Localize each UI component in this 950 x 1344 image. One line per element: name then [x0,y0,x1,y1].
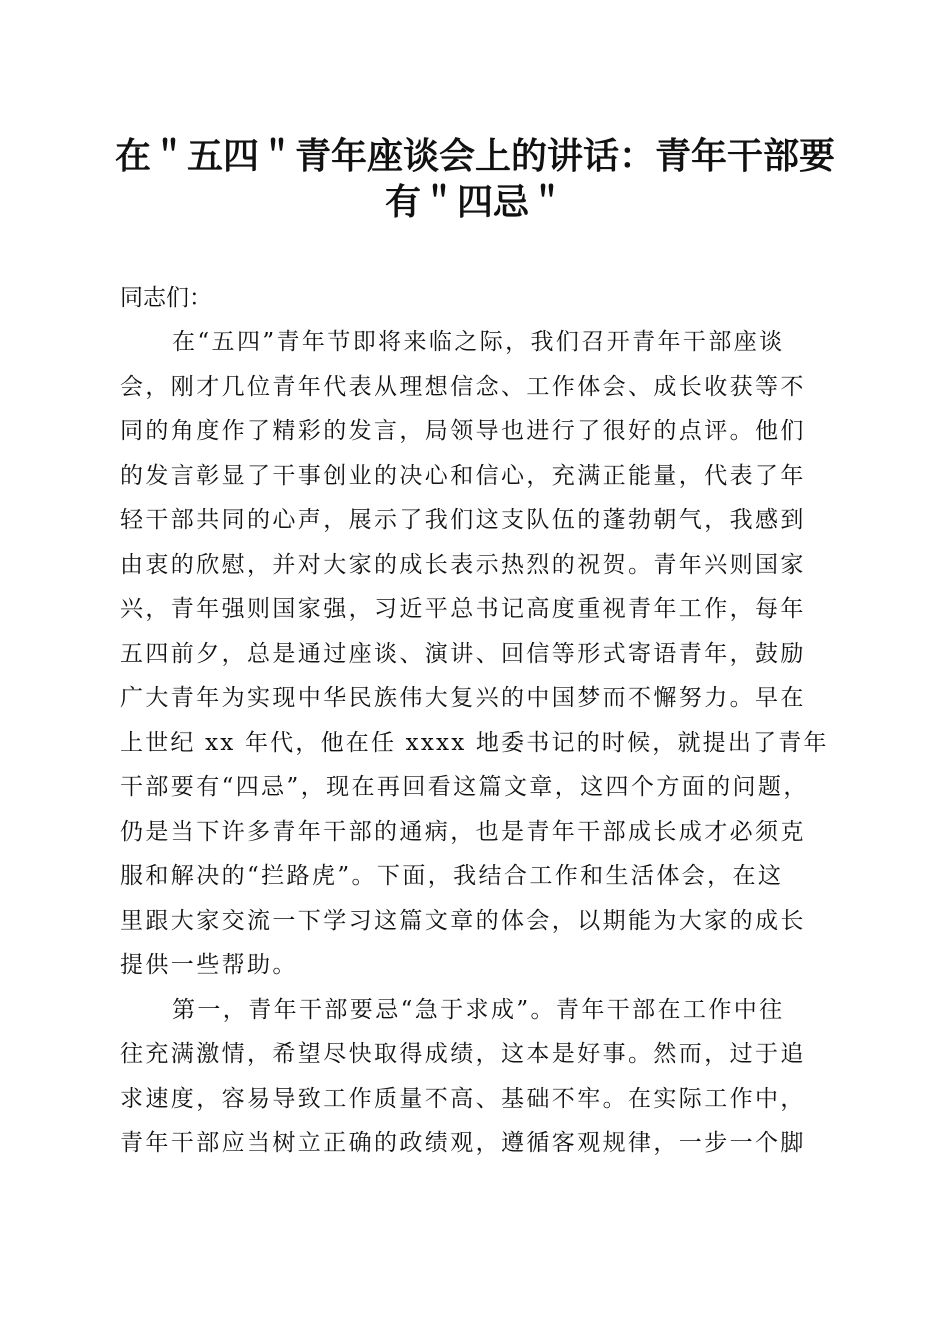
paragraph-line: 青年干部应当树立正确的政绩观，遵循客观规律，一步一个脚 [120,1130,806,1156]
paragraph-line: 同的角度作了精彩的发言，局领导也进行了很好的点评。他们 [120,418,806,444]
paragraph-intro [120,320,830,988]
document-title [110,134,840,226]
title-line-2: 有＂四忌＂ [384,182,565,223]
title-line-1: 在＂五四＂青年座谈会上的讲话：青年干部要 [114,136,835,177]
paragraph-line: 的发言彰显了干事创业的决心和信心，充满正能量，代表了年 [120,462,806,489]
paragraph-line: 由衷的欣慰，并对大家的成长表示热烈的祝贺。青年兴则国家 [120,551,806,578]
paragraph-line: 第一，青年干部要忌“急于求成”。青年干部在工作中往 [172,996,785,1023]
paragraph-line: 会，刚才几位青年代表从理想信念、工作体会、成长收获等不 [120,373,806,400]
paragraph-line: 在“五四”青年节即将来临之际，我们召开青年干部座谈 [172,329,785,355]
paragraph-first-point [120,988,830,1166]
paragraph-line: 兴，青年强则国家强，习近平总书记高度重视青年工作，每年 [120,596,806,622]
paragraph-line: 干部要有“四忌”，现在再回看这篇文章，这四个方面的问题， [120,774,809,800]
paragraph-line: 仍是当下许多青年干部的通病，也是青年干部成长成才必须克 [120,818,806,845]
salutation: 同志们： [120,285,212,311]
paragraph-line: 服和解决的“拦路虎”。下面，我结合工作和生活体会，在这 [120,863,784,889]
paragraph-line: 上世纪 xx 年代，他在任 xxxx 地委书记的时候，就提出了青年 [120,729,829,756]
paragraph-line: 轻干部共同的心声，展示了我们这支队伍的蓬勃朝气，我感到 [120,507,806,533]
paragraph-line: 往充满激情，希望尽快取得成绩，这本是好事。然而，过于追 [120,1041,806,1067]
document-body [120,276,830,1166]
paragraph-line: 提供一些帮助。 [120,952,298,978]
paragraph-line: 广大青年为实现中华民族伟大复兴的中国梦而不懈努力。早在 [120,685,806,711]
paragraph-line: 求速度，容易导致工作质量不高、基础不牢。在实际工作中， [120,1085,806,1112]
paragraph-line: 里跟大家交流一下学习这篇文章的体会，以期能为大家的成长 [120,907,806,934]
paragraph-line: 五四前夕，总是通过座谈、演讲、回信等形式寄语青年，鼓励 [120,640,806,667]
